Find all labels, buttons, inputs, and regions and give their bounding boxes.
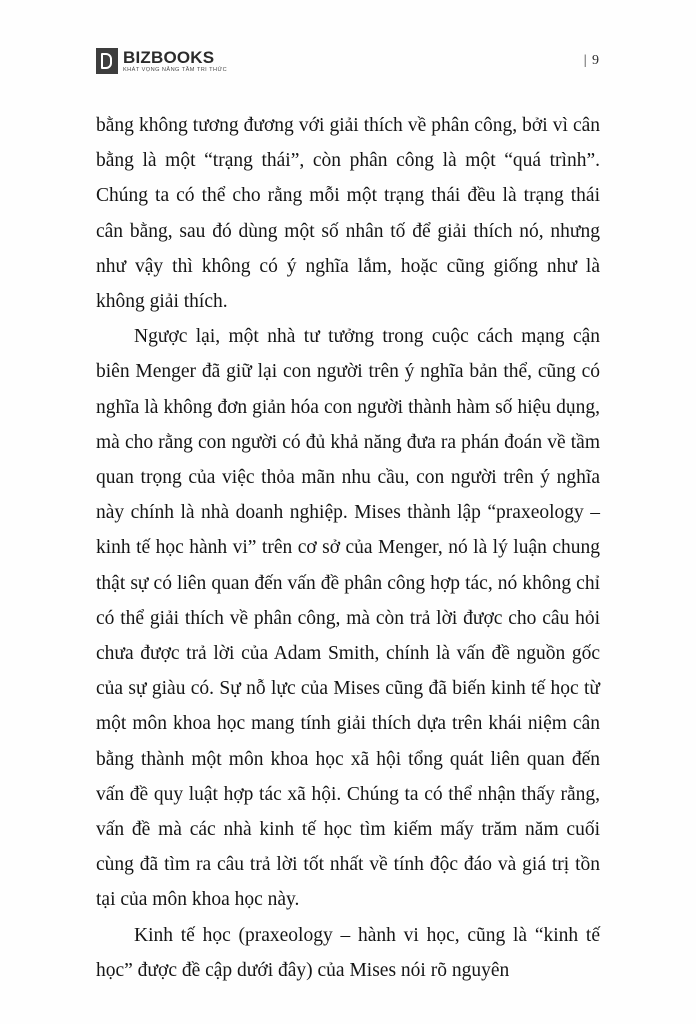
- paragraph: Kinh tế học (praxeology – hành vi học, cũng là “kinh tế học” được đề cập dưới đây) của Mises nói rõ nguyên: [96, 924, 600, 981]
- header-divider: [96, 84, 600, 85]
- publisher-name-block: [123, 49, 227, 74]
- paragraph: bằng không tương đương với giải thích về phân công, bởi vì cân bằng là một “trạng thái”, còn phân công là một “quá trình”. Chúng ta có thể cho rằng mỗi một trạng thái đều là trạng thái cân bằng, sau đó dùng một số nhân tố để giải thích nó, nhưng như vậy thì không có ý nghĩa lắm, hoặc cũng giống như là không giải thích.: [96, 115, 600, 313]
- page-number: | 9: [583, 53, 600, 68]
- book-icon: [96, 48, 118, 74]
- page-header: [96, 44, 600, 78]
- paragraph: Ngược lại, một nhà tư tưởng trong cuộc cách mạng cận biên Menger đã giữ lại con người trên ý nghĩa bản thể, cũng có nghĩa là không đơn giản hóa con người thành hàm số hiệu dụng, mà cho rằng con người có đủ khả năng đưa ra phán đoán về tầm quan trọng của việc thỏa mãn nhu cầu, con người trên ý nghĩa này chính là nhà doanh nghiệp. Mises thành lập “praxeology – kinh tế học hành vi” trên cơ sở của Menger, nó là lý luận chung thật sự có liên quan đến vấn đề phân công hợp tác, nó không chỉ có thể giải thích về phân công, mà còn trả lời được cho câu hỏi chưa được trả lời của Adam Smith, chính là vấn đề nguồn gốc của sự giàu có. Sự nỗ lực của Mises cũng đã biến kinh tế học từ một môn khoa học mang tính giải thích dựa trên khái niệm cân bằng thành một môn khoa học xã hội tổng quát liên quan đến vấn đề quy luật hợp tác xã hội. Chúng ta có thể nhận thấy rằng, vấn đề mà các nhà kinh tế học tìm kiếm mấy trăm năm cuối cùng đã tìm ra câu trả lời tốt nhất về tính độc đáo và giá trị tồn tại của môn khoa học này.: [96, 326, 600, 911]
- publisher-title: BIZBOOKS: [123, 47, 215, 67]
- publisher-tagline: KHÁT VỌNG NÂNG TẦM TRI THỨC: [123, 66, 228, 73]
- page-content: [96, 108, 600, 988]
- publisher-logo: [96, 48, 227, 74]
